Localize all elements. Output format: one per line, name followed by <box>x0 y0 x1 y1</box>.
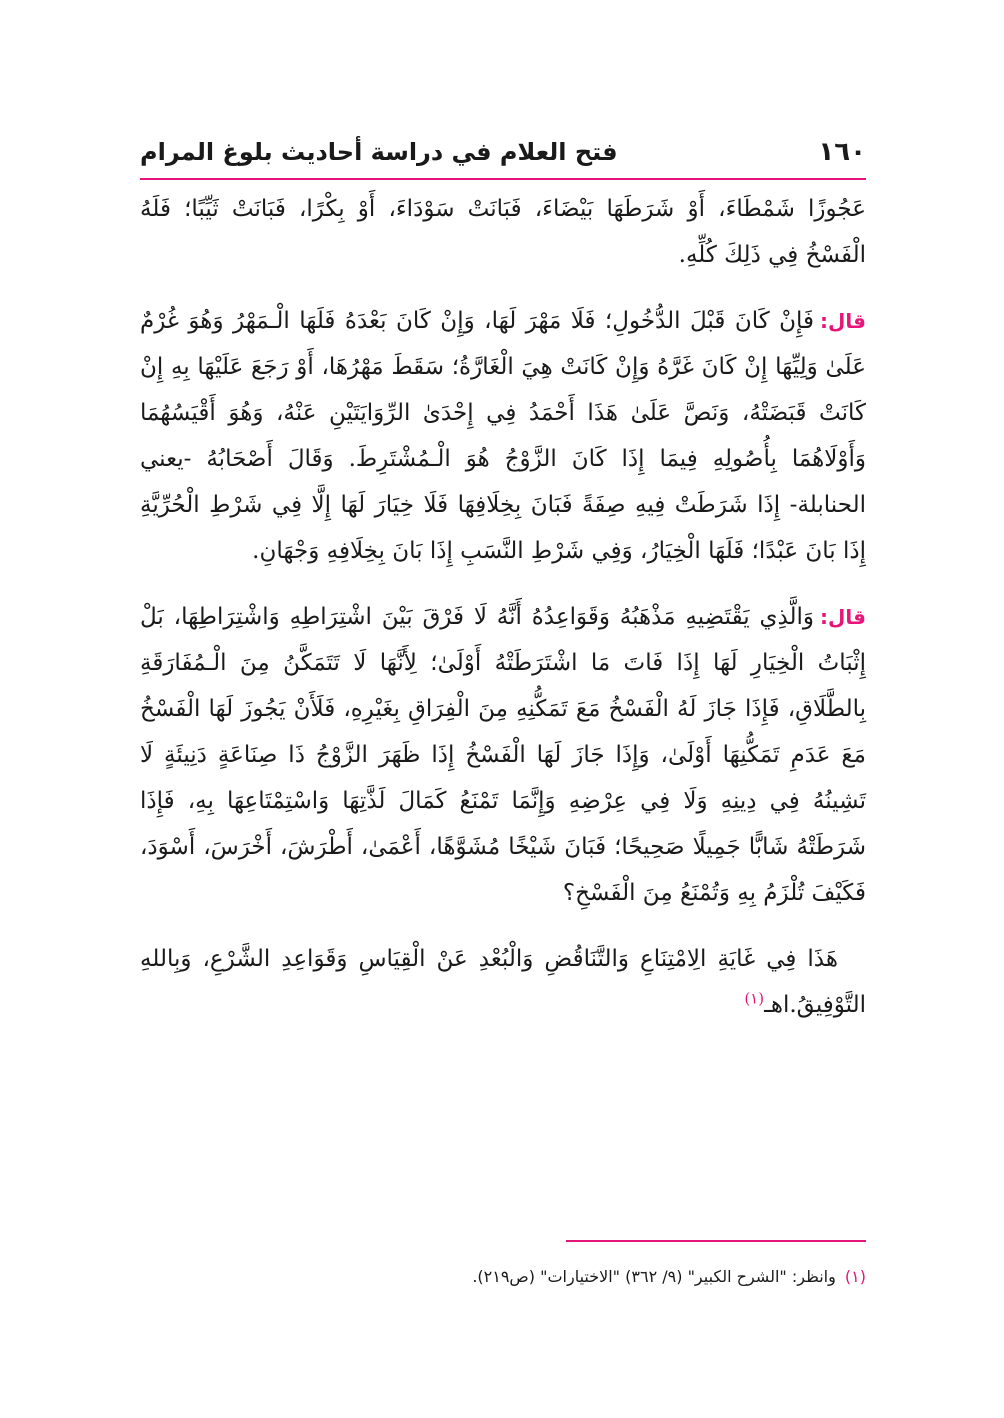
running-header <box>140 132 866 172</box>
footnote-number: (١) <box>844 1267 866 1286</box>
qal-label: قال: <box>820 309 866 333</box>
book-title: فتح العلام في دراسة أحاديث بلوغ المرام <box>140 138 618 166</box>
header-divider <box>140 178 866 180</box>
footnote-reference[interactable]: (١) <box>744 989 765 1008</box>
paragraph-4 <box>140 936 866 1028</box>
paragraph-1 <box>140 186 866 278</box>
paragraph-1-text: عَجُوزًا شَمْطَاءَ، أَوْ شَرَطَهَا بَيْضَاءَ، فَبَانَتْ سَوْدَاءَ، أَوْ بِكْرًا، فَبَانَتْ ثَيِّبًا؛ فَلَهُ الْفَسْخُ فِي ذَلِكَ كُلِّهِ. <box>140 196 866 268</box>
footnote <box>140 1264 866 1290</box>
paragraph-3-text: وَالَّذِي يَقْتَضِيهِ مَذْهَبُهُ وَقَوَاعِدُهُ أَنَّهُ لَا فَرْقَ بَيْنَ اشْتِرَاطِهِ وَاشْتِرَاطِهَا، بَلْ إِثْبَاتُ الْخِيَارِ لَهَا إِذَا فَاتَ مَا اشْتَرَطَتْهُ أَوْلَىٰ؛ لِأَنَّهَا لَا تَتَمَكَّنُ مِنَ الْـمُفَارَقَةِ بِالطَّلَاقِ، فَإِذَا جَازَ لَهُ الْفَسْخُ مَعَ تَمَكُّنِهِ مِنَ الْفِرَاقِ بِغَيْرِهِ، فَلَأَنْ يَجُوزَ لَهَا الْفَسْخُ مَعَ عَدَمِ تَمَكُّنِهَا أَوْلَىٰ، وَإِذَا جَازَ لَهَا الْفَسْخُ إِذَا ظَهَرَ الزَّوْجُ ذَا صِنَاعَةٍ دَنِيئَةٍ لَا تَشِينُهُ فِي دِينِهِ وَلَا فِي عِرْضِهِ وَإِنَّمَا تَمْنَعُ كَمَالَ لَذَّتِهَا وَاسْتِمْتَاعِهَا بِهِ، فَإِذَا شَرَطَتْهُ شَابًّا جَمِيلًا صَحِيحًا؛ فَبَانَ شَيْخًا مُشَوَّهًا، أَعْمَىٰ، أَطْرَشَ، أَخْرَسَ، أَسْوَدَ، فَكَيْفَ تُلْزَمُ بِهِ وَتُمْنَعُ مِنَ الْفَسْخِ؟ <box>140 604 866 906</box>
qal-label: قال: <box>820 605 866 629</box>
page-number: ١٦٠ <box>818 137 866 167</box>
footnote-text: وانظر: "الشرح الكبير" (٩/ ٣٦٢) "الاختيارات" (ص٢١٩). <box>472 1267 836 1286</box>
book-page <box>140 120 866 1300</box>
paragraph-3 <box>140 594 866 916</box>
main-text <box>140 186 866 1048</box>
footnote-divider <box>566 1240 866 1242</box>
paragraph-4-text: هَذَا فِي غَايَةِ الِامْتِنَاعِ وَالتَّنَاقُضِ وَالْبُعْدِ عَنْ الْقِيَاسِ وَقَوَاعِدِ الشَّرْعِ، وَبِاللهِ التَّوْفِيقُ.اهـ <box>140 946 866 1018</box>
paragraph-2-text: فَإِنْ كَانَ قَبْلَ الدُّخُولِ؛ فَلَا مَهْرَ لَهَا، وَإِنْ كَانَ بَعْدَهُ فَلَهَا الْـمَهْرُ وَهُوَ غُرْمٌ عَلَىٰ وَلِيِّهَا إِنْ كَانَ غَرَّهُ وَإِنْ كَانَتْ هِيَ الْغَارَّةُ؛ سَقَطَ مَهْرُهَا، أَوْ رَجَعَ عَلَيْهَا بِهِ إِنْ كَانَتْ قَبَضَتْهُ، وَنَصَّ عَلَىٰ هَذَا أَحْمَدُ فِي إِحْدَىٰ الرِّوَايَتَيْنِ عَنْهُ، وَهُوَ أَقْيَسُهُمَا وَأَوْلَاهُمَا بِأُصُولِهِ فِيمَا إِذَا كَانَ الزَّوْجُ هُوَ الْـمُشْتَرِطَ. وَقَالَ أَصْحَابُهُ -يعني الحنابلة- إِذَا شَرَطَتْ فِيهِ صِفَةً فَبَانَ بِخِلَافِهَا فَلَا خِيَارَ لَهَا إِلَّا فِي شَرْطِ الْحُرِّيَّةِ إِذَا بَانَ عَبْدًا؛ فَلَهَا الْخِيَارُ، وَفِي شَرْطِ النَّسَبِ إِذَا بَانَ بِخِلَافِهِ وَجْهَانِ. <box>140 308 866 564</box>
paragraph-2 <box>140 298 866 574</box>
